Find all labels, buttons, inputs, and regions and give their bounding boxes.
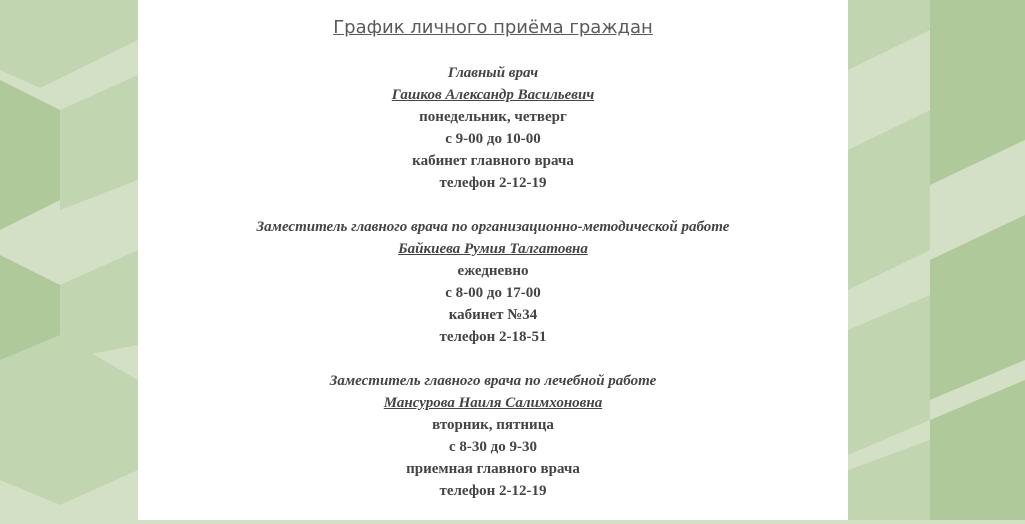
- entry-days: понедельник, четверг: [419, 109, 567, 125]
- entry-hours: с 8-00 до 17-00: [445, 285, 541, 301]
- entry-hours: с 9-00 до 10-00: [445, 131, 541, 147]
- schedule-entry: [138, 370, 848, 502]
- entry-days: вторник, пятница: [432, 417, 554, 433]
- entry-person-link[interactable]: Байкиева Румия Талгатовна: [398, 241, 588, 257]
- content-panel: [138, 0, 848, 520]
- entry-days: ежедневно: [457, 263, 529, 279]
- schedule-entry: [138, 216, 848, 348]
- entry-position: Заместитель главного врача по организационно-методической работе: [256, 219, 730, 235]
- entry-phone: телефон 2-12-19: [439, 483, 547, 499]
- entry-room: кабинет №34: [448, 307, 538, 323]
- entry-room: приемная главного врача: [406, 461, 580, 477]
- reception-schedule-list: [138, 62, 848, 524]
- entry-phone: телефон 2-18-51: [439, 329, 547, 345]
- entry-person-link[interactable]: Мансурова Наиля Салимхоновна: [383, 395, 603, 411]
- entry-person-link[interactable]: Гашков Александр Васильевич: [391, 87, 595, 103]
- entry-phone: телефон 2-12-19: [439, 175, 547, 191]
- entry-hours: с 8-30 до 9-30: [449, 439, 537, 455]
- entry-position: Заместитель главного врача по лечебной работе: [329, 373, 657, 389]
- entry-room: кабинет главного врача: [412, 153, 574, 169]
- schedule-entry: [138, 62, 848, 194]
- entry-position: Главный врач: [447, 65, 539, 81]
- page-title-link[interactable]: График личного приёма граждан: [333, 17, 653, 38]
